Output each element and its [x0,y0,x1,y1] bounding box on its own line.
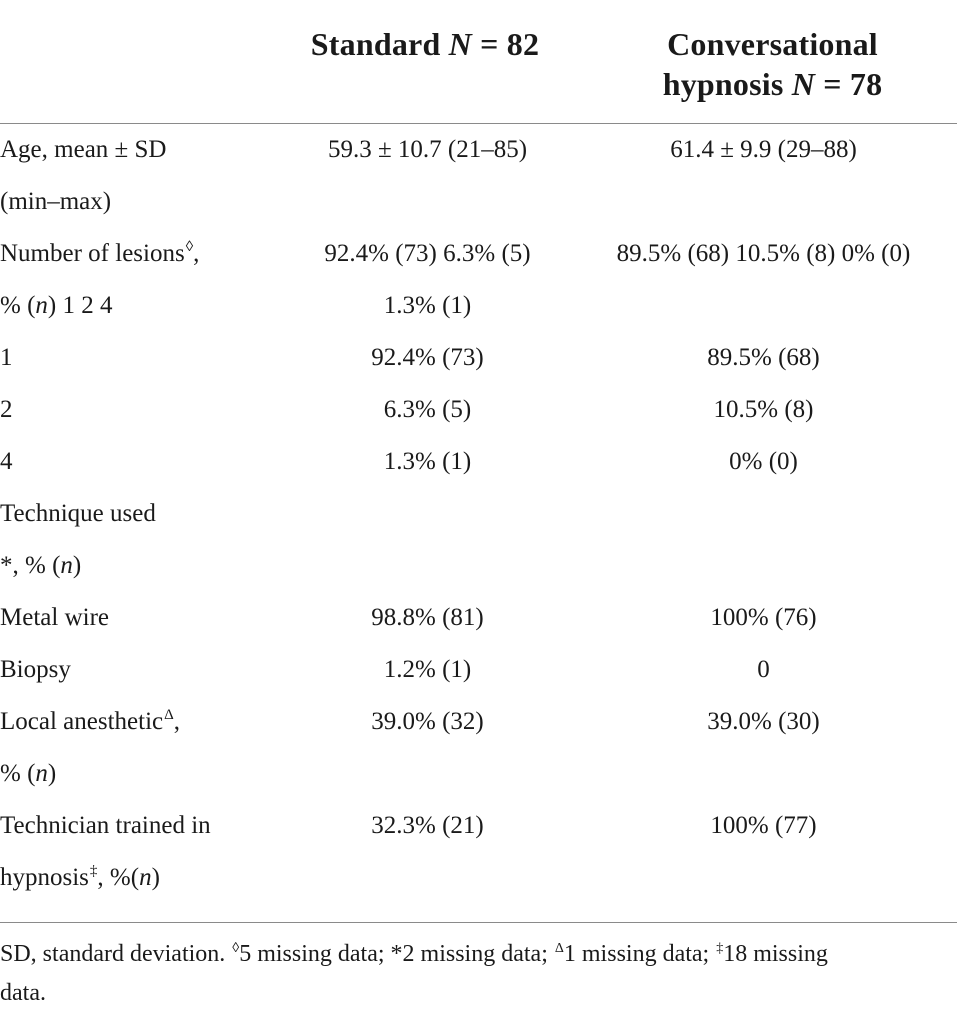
footer-rule [0,922,957,923]
row-label: (min–max) [0,188,112,215]
cell-conversational: 89.5% (68) [707,344,820,371]
column-header-standard: Standard N = 82 [310,26,540,62]
table-row [0,800,957,852]
cell-standard [285,488,570,540]
cell-standard [285,540,570,592]
cell-standard: 1.2% (1) [383,656,472,683]
cell-conversational [570,488,957,540]
cell-standard: 98.8% (81) [371,604,484,631]
table-row [0,488,957,540]
cell-conversational [570,176,957,228]
row-label: Local anesthetic$^\Delta$, [0,707,181,735]
cell-conversational [570,852,957,904]
data-table [0,124,957,904]
table-row [0,176,957,228]
cell-conversational: 61.4 ± 9.9 (29–88) [670,136,857,163]
cell-conversational: 0 [757,656,770,683]
cell-standard [285,176,570,228]
cell-conversational: 100% (76) [710,604,817,631]
table-row [0,696,957,748]
cell-conversational: 100% (77) [710,812,817,839]
row-label: Metal wire [0,604,109,631]
table-row [0,436,957,488]
cell-standard [285,852,570,904]
cell-conversational [570,280,957,332]
table-footnote: SD, standard deviation. ◊5 missing data; *2 missing data; $^\Delta$1 missing data; ‡18 missing data. [0,941,828,1006]
table-row [0,228,957,280]
column-header-conversational-hypnosis: Conversational hypnosis N = 78 [662,26,883,102]
row-label: Biopsy [0,656,71,683]
table-row [0,280,957,332]
row-label: Technician trained in [0,812,211,839]
cell-conversational: 89.5% (68) 10.5% (8) 0% (0) [616,240,911,267]
row-label: % (n) 1 2 4 [0,292,113,319]
table-header [0,0,957,123]
cell-conversational: 39.0% (30) [707,708,820,735]
table-row [0,384,957,436]
table-row [0,124,957,176]
row-label: *, % (n) [0,552,82,579]
row-label: % (n) [0,760,57,787]
cell-standard: 32.3% (21) [371,812,484,839]
cell-standard [285,748,570,800]
table-row [0,592,957,644]
row-label: hypnosis‡, %(n) [0,863,160,891]
cell-standard: 92.4% (73) 6.3% (5) [324,240,531,267]
cell-conversational: 10.5% (8) [713,396,814,423]
cell-standard: 1.3% (1) [383,292,472,319]
row-label: 2 [0,396,13,423]
table-row [0,540,957,592]
cell-standard: 59.3 ± 10.7 (21–85) [327,136,528,163]
cell-conversational [570,748,957,800]
cell-standard: 6.3% (5) [383,396,472,423]
row-label: 4 [0,448,13,475]
row-label: 1 [0,344,13,371]
cell-standard: 39.0% (32) [371,708,484,735]
cell-standard: 1.3% (1) [383,448,472,475]
table-row [0,332,957,384]
table-row [0,644,957,696]
table-row [0,852,957,904]
cell-conversational: 0% (0) [729,448,798,475]
row-label: Age, mean ± SD [0,136,167,163]
row-label: Number of lesions◊, [0,239,200,267]
cell-conversational [570,540,957,592]
cell-standard: 92.4% (73) [371,344,484,371]
row-label: Technique used [0,500,156,527]
table-row [0,748,957,800]
